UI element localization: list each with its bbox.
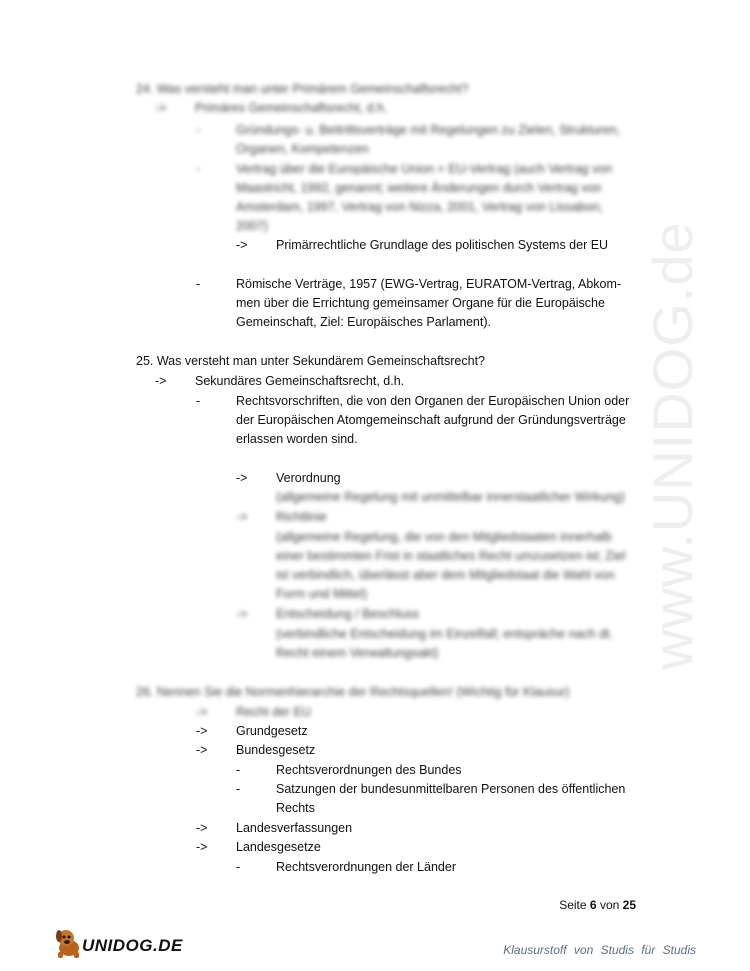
q25-item1-line3: erlassen worden sind. xyxy=(236,432,358,446)
q26-landesgesetze: Landesgesetze xyxy=(236,840,321,854)
q24-item1-line1: Gründungs- u. Beitrittsverträge mit Regelungen zu Zielen, Strukturen, xyxy=(236,123,621,137)
dash-marker: - xyxy=(196,162,201,176)
q26-rvo-bund: Rechtsverordnungen des Bundes xyxy=(276,763,462,777)
q24-item2-line3: Amsterdam, 1997, Vertrag von Nizza, 2001, Vertrag von Lissabon, xyxy=(236,200,603,214)
arrow-marker: -> xyxy=(236,471,248,485)
q26-recht-eu: Recht der EU xyxy=(236,705,312,719)
footer-tagline: Klausurstoff von Studis für Studis xyxy=(503,943,696,957)
q25-richtlinie: Richtlinie xyxy=(276,510,327,524)
dash-marker: - xyxy=(236,860,241,874)
q25-entscheidung-line2: Recht einem Verwaltungsakt) xyxy=(276,646,439,660)
arrow-marker: -> xyxy=(196,705,208,719)
dash-marker: - xyxy=(236,763,241,777)
q24-item2-line1: Vertrag über die Europäische Union = EU-Vertrag (auch Vertrag von xyxy=(236,162,613,176)
watermark: www.UNIDOG.de xyxy=(641,221,704,670)
q25-subheading: Sekundäres Gemeinschaftsrecht, d.h. xyxy=(195,374,405,388)
dog-icon xyxy=(52,926,86,960)
q26-heading: 26. Nennen Sie die Normenhierarchie der Rechtsquellen! (Wichtig für Klausur) xyxy=(136,685,570,699)
q25-richtlinie-line1: (allgemeine Regelung, die von den Mitgliedstaaten innerhalb xyxy=(276,530,612,544)
arrow-marker: -> xyxy=(196,821,208,835)
q25-richtlinie-line4: Form und Mittel) xyxy=(276,587,367,601)
q24-heading: 24. Was versteht man unter Primärem Gemeinschaftsrecht? xyxy=(136,82,469,96)
q24-item2-line2: Maastricht, 1992, genannt; weitere Änderungen durch Vertrag von xyxy=(236,181,602,195)
q26-rvo-laender: Rechtsverordnungen der Länder xyxy=(276,860,456,874)
q24-eu-basis: Primärrechtliche Grundlage des politischen Systems der EU xyxy=(276,238,609,252)
q25-richtlinie-line3: ist verbindlich, überlässt aber dem Mitgliedstaat die Wahl von xyxy=(276,568,615,582)
arrow-marker: -> xyxy=(236,238,248,252)
q26-satzungen-line1: Satzungen der bundesunmittelbaren Personen des öffentlichen xyxy=(276,782,626,796)
q24-subheading: Primäres Gemeinschaftsrecht, d.h. xyxy=(195,101,388,115)
logo-text: UNIDOG.DE xyxy=(82,936,183,955)
q24-item3-line3: Gemeinschaft, Ziel: Europäisches Parlament). xyxy=(236,315,491,329)
q25-entscheidung: Entscheidung / Beschluss xyxy=(276,607,420,621)
dash-marker: - xyxy=(236,782,241,796)
q25-verordnung-desc: (allgemeine Regelung mit unmittelbar innerstaatlicher Wirkung) xyxy=(276,490,625,504)
q24-item3-line1: Römische Verträge, 1957 (EWG-Vertrag, EURATOM-Vertrag, Abkom- xyxy=(236,277,622,291)
q26-landesverfassungen: Landesverfassungen xyxy=(236,821,353,835)
arrow-marker: -> xyxy=(196,840,208,854)
q24-item1-line2: Organen, Kompetenzen xyxy=(236,142,369,156)
dash-marker: - xyxy=(196,277,201,291)
q26-grundgesetz: Grundgesetz xyxy=(236,724,308,738)
arrow-marker: -> xyxy=(155,101,167,115)
q25-entscheidung-line1: (verbindliche Entscheidung im Einzelfall; entspräche nach dt. xyxy=(276,627,613,641)
q25-verordnung: Verordnung xyxy=(276,471,341,485)
q26-satzungen-line2: Rechts xyxy=(276,801,315,815)
q24-item3-line2: men über die Errichtung gemeinsamer Organe für die Europäische xyxy=(236,296,605,310)
dash-marker: - xyxy=(196,123,201,137)
unidog-logo xyxy=(52,926,183,960)
arrow-marker: -> xyxy=(155,374,167,388)
arrow-marker: -> xyxy=(236,510,248,524)
q25-richtlinie-line2: einer bestimmten Frist in staatliches Recht umzusetzen ist; Ziel xyxy=(276,549,626,563)
q25-item1-line2: der Europäischen Atomgemeinschaft aufgrund der Gründungsverträge xyxy=(236,413,626,427)
arrow-marker: -> xyxy=(196,724,208,738)
q26-bundesgesetz: Bundesgesetz xyxy=(236,743,316,757)
q24-item2-line4: 2007) xyxy=(236,219,268,233)
q25-heading: 25. Was versteht man unter Sekundärem Gemeinschaftsrecht? xyxy=(136,354,486,368)
page-number: Seite 6 von 25 xyxy=(559,898,636,912)
arrow-marker: -> xyxy=(236,607,248,621)
dash-marker: - xyxy=(196,394,201,408)
q25-item1-line1: Rechtsvorschriften, die von den Organen der Europäischen Union oder xyxy=(236,394,630,408)
arrow-marker: -> xyxy=(196,743,208,757)
